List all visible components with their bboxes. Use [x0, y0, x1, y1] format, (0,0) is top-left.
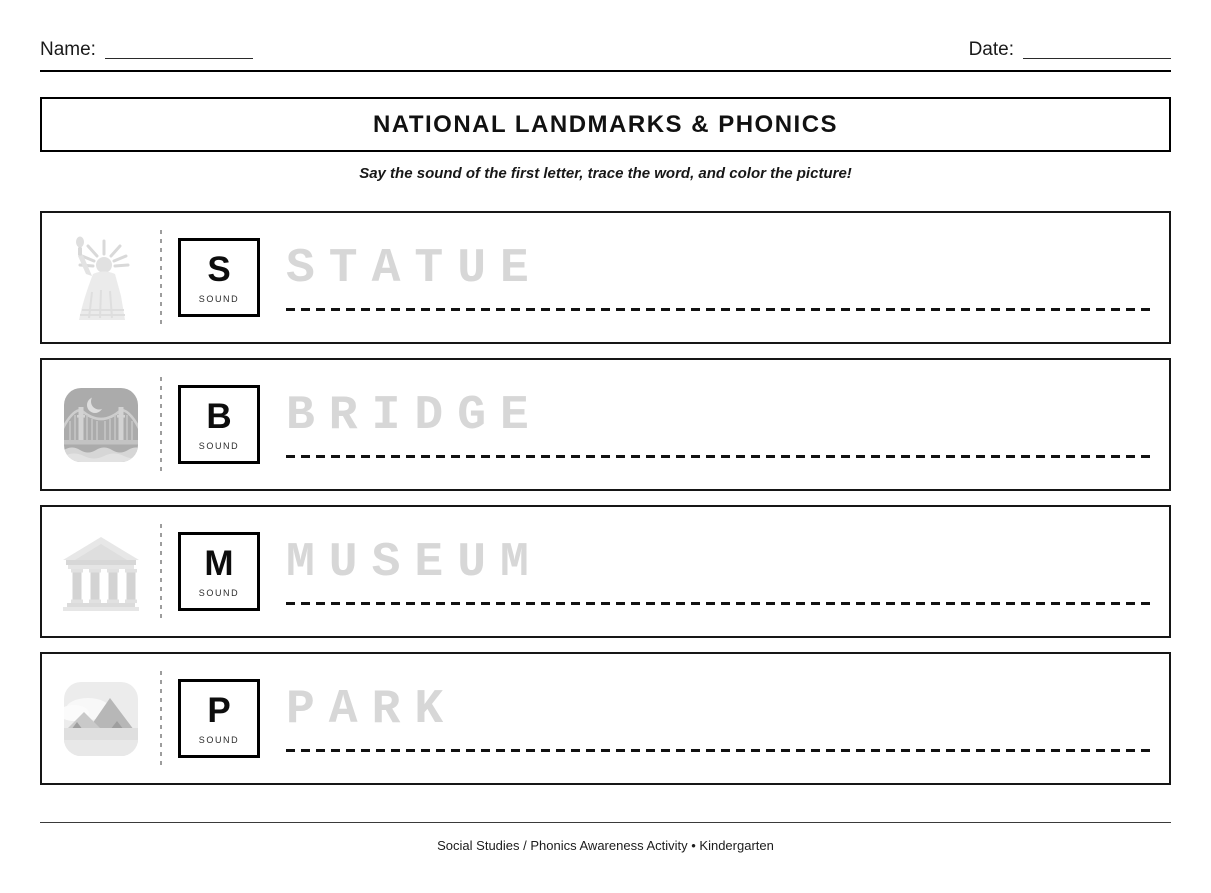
date-blank-line: [1023, 42, 1171, 59]
footer-caption: Social Studies / Phonics Awareness Activity • Kindergarten: [437, 838, 774, 853]
bridge-at-night-icon: [42, 388, 160, 462]
museum-icon: [42, 533, 160, 611]
sound-label: SOUND: [198, 293, 240, 304]
park-icon: [42, 682, 160, 756]
trace-area-bridge: [286, 360, 1155, 489]
row-dotted-divider: [160, 377, 162, 473]
date-field: [969, 40, 1171, 59]
name-label: Name:: [40, 39, 96, 60]
name-field: [40, 40, 253, 59]
sound-label: SOUND: [198, 587, 240, 598]
trace-area-museum: [286, 507, 1155, 636]
writing-dashed-line: [286, 602, 1155, 605]
row-dotted-divider: [160, 230, 162, 326]
sound-label: SOUND: [198, 440, 240, 451]
phonics-letter: B: [206, 396, 232, 436]
statue-of-liberty-icon: [42, 234, 160, 322]
trace-word: BRIDGE: [286, 389, 543, 443]
trace-word: PARK: [286, 683, 458, 737]
name-blank-line: [105, 42, 253, 59]
row-park: [40, 652, 1171, 785]
trace-area-statue: [286, 213, 1155, 342]
letter-box-s: [178, 238, 260, 317]
landmark-rows: [40, 211, 1171, 799]
worksheet-instructions: Say the sound of the first letter, trace the word, and color the picture!: [359, 165, 852, 182]
letter-box-p: [178, 679, 260, 758]
trace-word: MUSEUM: [286, 536, 543, 590]
worksheet-header: [40, 40, 1171, 59]
date-label: Date:: [968, 39, 1014, 60]
row-dotted-divider: [160, 671, 162, 767]
writing-dashed-line: [286, 455, 1155, 458]
phonics-letter: P: [207, 690, 231, 730]
phonics-letter: S: [207, 249, 231, 289]
trace-area-park: [286, 654, 1155, 783]
row-museum: [40, 505, 1171, 638]
phonics-letter: M: [204, 543, 234, 583]
worksheet-title-box: [40, 97, 1171, 152]
row-dotted-divider: [160, 524, 162, 620]
writing-dashed-line: [286, 749, 1155, 752]
letter-box-b: [178, 385, 260, 464]
letter-box-m: [178, 532, 260, 611]
footer-divider-rule: [40, 822, 1171, 823]
row-statue: [40, 211, 1171, 344]
worksheet-title: NATIONAL LANDMARKS & PHONICS: [372, 110, 839, 138]
header-divider-rule: [40, 70, 1171, 72]
writing-dashed-line: [286, 308, 1155, 311]
trace-word: STATUE: [286, 242, 543, 296]
row-bridge: [40, 358, 1171, 491]
sound-label: SOUND: [198, 734, 240, 745]
